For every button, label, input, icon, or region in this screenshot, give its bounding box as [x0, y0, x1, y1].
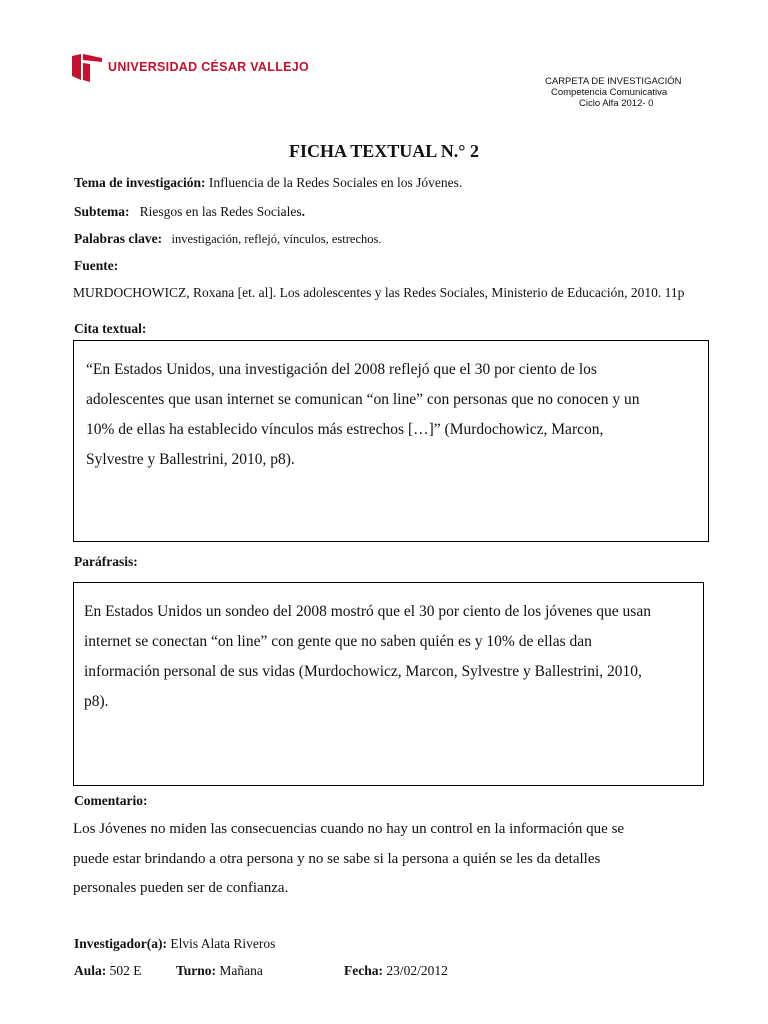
turno-row	[176, 963, 263, 979]
tema-row	[74, 175, 462, 191]
comentario-label: Comentario:	[74, 793, 148, 808]
fecha-value: 23/02/2012	[382, 963, 448, 978]
course-label: Competencia Comunicativa	[551, 87, 668, 98]
comentario-line: personales pueden ser de confianza.	[73, 880, 289, 896]
palabras-label: Palabras clave:	[74, 231, 163, 246]
parafrasis-line: internet se conectan “on line” con gente que no saben quién es y 10% de ellas dan	[84, 633, 592, 650]
investigador-row	[74, 936, 275, 952]
tema-label: Tema de investigación:	[74, 175, 206, 190]
cita-line: Sylvestre y Ballestrini, 2010, p8).	[86, 451, 295, 468]
parafrasis-line: información personal de sus vidas (Murdochowicz, Marcon, Sylvestre y Ballestrini, 2010,	[84, 663, 642, 680]
cycle-label: Ciclo Alfa 2012- 0	[579, 98, 654, 109]
parafrasis-line: p8).	[84, 693, 109, 710]
cita-line: “En Estados Unidos, una investigación del 2008 reflejó que el 30 por ciento de los	[86, 361, 597, 378]
cita-row	[74, 321, 146, 337]
subtema-row	[74, 204, 305, 220]
subtema-dot: .	[301, 204, 305, 219]
cita-text	[74, 341, 708, 475]
parafrasis-line: En Estados Unidos un sondeo del 2008 mostró que el 30 por ciento de los jóvenes que usan	[84, 603, 651, 620]
fuente-value: MURDOCHOWICZ, Roxana [et. al]. Los adolescentes y las Redes Sociales, Ministerio de Educación, 2010. 11p	[73, 285, 685, 300]
comentario-text	[73, 815, 624, 904]
cita-line: adolescentes que usan internet se comunican “on line” con personas que no conocen y un	[86, 391, 640, 408]
cita-line: 10% de ellas ha establecido vínculos más estrechos […]” (Murdochowicz, Marcon,	[86, 421, 604, 438]
subtema-label: Subtema:	[74, 204, 130, 219]
aula-label: Aula:	[74, 963, 107, 978]
fecha-row	[344, 963, 448, 979]
folder-label: CARPETA DE INVESTIGACIÓN	[545, 76, 682, 87]
cita-label: Cita textual:	[74, 321, 147, 336]
page-title: FICHA TEXTUAL N.° 2	[289, 141, 479, 161]
investigador-value: Elvis Alata Riveros	[167, 936, 276, 951]
parafrasis-box	[73, 582, 704, 786]
palabras-value: investigación, reflejó, vínculos, estrechos.	[162, 232, 382, 246]
parafrasis-row	[74, 554, 138, 570]
cita-box	[73, 340, 709, 542]
comentario-row	[74, 793, 147, 809]
university-logo-icon	[72, 52, 102, 82]
aula-row	[74, 963, 142, 979]
turno-value: Mañana	[216, 963, 263, 978]
aula-value: 502 E	[106, 963, 142, 978]
comentario-line: Los Jóvenes no miden las consecuencias cuando no hay un control en la información que se	[73, 821, 625, 837]
turno-label: Turno:	[176, 963, 217, 978]
fuente-row	[74, 258, 118, 274]
comentario-line: puede estar brindando a otra persona y no se sabe si la persona a quién se les da detalles	[73, 850, 601, 867]
investigador-label: Investigador(a):	[74, 936, 167, 951]
subtema-value: Riesgos en las Redes Sociales	[129, 204, 302, 219]
palabras-row	[74, 231, 382, 247]
university-name: UNIVERSIDAD CÉSAR VALLEJO	[108, 60, 310, 74]
fecha-label: Fecha:	[344, 963, 383, 978]
parafrasis-label: Paráfrasis:	[74, 554, 138, 569]
fuente-label: Fuente:	[74, 258, 119, 273]
parafrasis-text	[74, 583, 703, 717]
tema-value: Influencia de la Redes Sociales en los Jóvenes.	[205, 175, 463, 190]
